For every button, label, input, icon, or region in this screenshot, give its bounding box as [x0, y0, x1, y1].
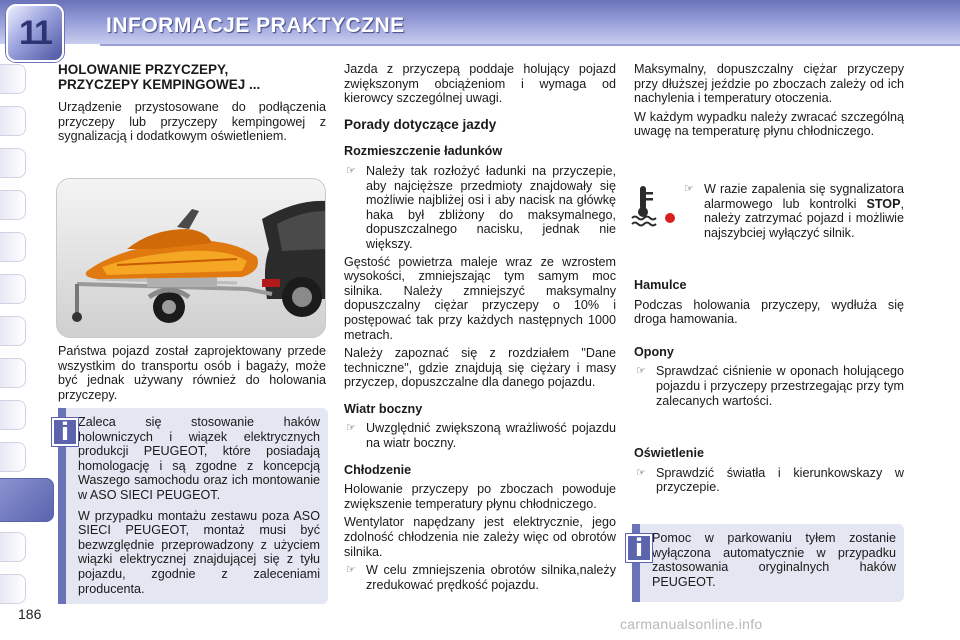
bullet-text: Sprawdzać ciśnienie w oponach holującego pojazdu i przyczepy przestrzegając przy tym zalecanych wartości.: [656, 364, 904, 408]
bullet-text: W celu zmniejszenia obrotów silnika,należy zredukować prędkość pojazdu.: [366, 563, 616, 592]
warning-text: [704, 182, 904, 240]
column-1-lower: [58, 344, 326, 406]
column-1: [58, 62, 326, 148]
side-tab[interactable]: [0, 148, 26, 178]
paragraph: Należy zapoznać się z rozdziałem "Dane techniczne", gdzie znajdują się ciężary i masy przyczep, dopuszczalne dla danego pojazdu.: [344, 346, 616, 390]
column-3: [634, 62, 904, 143]
side-tab[interactable]: [0, 532, 26, 562]
trailer-image: [56, 178, 326, 338]
coolant-temperature-warning-icon: [630, 184, 678, 228]
side-tab[interactable]: [0, 358, 26, 388]
column-3-lower: [634, 270, 904, 498]
section-heading: Porady dotyczące jazdy: [344, 116, 497, 132]
list-item: [682, 182, 904, 240]
page-number: 186: [18, 606, 42, 622]
side-tab[interactable]: [0, 400, 26, 430]
subheading-brakes: Hamulce: [634, 278, 687, 292]
side-tab[interactable]: [0, 190, 26, 220]
page-title: INFORMACJE PRAKTYCZNE: [106, 14, 405, 37]
paragraph: Wentylator napędzany jest elektrycznie, jego zdolność chłodzenia nie zależy więc od obrotów silnika.: [344, 515, 616, 559]
paragraph: W każdym wypadku należy zwracać szczególną uwagę na temperaturę płynu chłodniczego.: [634, 109, 904, 139]
side-tab[interactable]: [0, 442, 26, 472]
header-rule: [100, 44, 960, 46]
section-title: HOLOWANIE PRZYCZEPY, PRZYCZEPY KEMPINGOWEJ ...: [58, 62, 261, 92]
pointing-hand-icon: ☞: [346, 164, 356, 177]
warning-text-post: , należy zatrzymać pojazd i możliwie najszybciej wyłączyć silnik.: [704, 196, 904, 240]
info-icon: i: [52, 418, 78, 446]
list-item: [634, 364, 904, 408]
list-item: [344, 421, 616, 450]
chapter-number: 11: [19, 13, 51, 52]
subheading-load: Rozmieszczenie ładunków: [344, 144, 503, 159]
bullet-text: Sprawdzić światła i kierunkowskazy w przyczepie.: [656, 465, 904, 495]
info-paragraph: Zaleca się stosowanie haków holowniczych i wiązek elektrycznych produkcji PEUGEOT, które posiadają homologację i są zgodne z koncepcją Waszego samochodu oraz ich montowanie w ASO SIECI PEUGEOT.: [78, 415, 320, 502]
stop-label: STOP: [866, 196, 901, 211]
intro-paragraph: Urządzenie przystosowane do podłączenia przyczepy lub przyczepy kempingowej z sygnalizacją i dodatkowym oświetleniem.: [58, 100, 326, 144]
paragraph: Gęstość powietrza maleje wraz ze wzrostem wysokości, zmniejszając tym samym moc silnika. Należy zmniejszyć maksymalny dopuszczalny ciężar przyczepy o 10% i postępować tak przy każdych następnych 1000 metrach.: [344, 254, 616, 342]
chapter-badge[interactable]: [6, 4, 64, 62]
list-item: [344, 164, 616, 252]
side-tab[interactable]: [0, 64, 26, 94]
pointing-hand-icon: ☞: [346, 564, 356, 577]
side-tab[interactable]: [0, 232, 26, 262]
subheading-wind: Wiatr boczny: [344, 401, 423, 416]
subheading-lights: Oświetlenie: [634, 446, 704, 461]
paragraph: Podczas holowania przyczepy, wydłuża się droga hamowania.: [634, 297, 904, 327]
info-paragraph: W przypadku montażu zestawu poza ASO SIECI PEUGEOT, montaż musi być bezwzględnie przeprowadzony z użyciem wiązki elektrycznej znajdującej się z tyłu pojazdu, zgodnie z zaleceniami producenta.: [78, 508, 320, 596]
info-box-hooks: [58, 408, 328, 604]
bullet-text: Należy tak rozłożyć ładunki na przyczepie, aby najcięższe przedmioty znajdowały się możliwie najbliżej osi i aby nacisk na główkę haka był zbliżony do maksymalnego, dopuszczalnego nacisku, jednak nie większy.: [366, 163, 616, 251]
pointing-hand-icon: ☞: [346, 422, 356, 435]
side-tab[interactable]: [0, 274, 26, 304]
list-item: [344, 563, 616, 592]
info-box-parking: [632, 524, 904, 602]
side-tab-active[interactable]: [0, 478, 54, 522]
subheading-cooling: Chłodzenie: [344, 462, 412, 477]
subheading-tyres: Opony: [634, 344, 674, 359]
side-tab[interactable]: [0, 574, 26, 604]
paragraph: Maksymalny, dopuszczalny ciężar przyczepy przy dłuższej jeździe po zboczach zależy od ich nachylenia i temperatury otoczenia.: [634, 62, 904, 106]
column-2: [344, 62, 616, 595]
warning-note: [682, 182, 904, 243]
list-item: [634, 466, 904, 495]
paragraph: Holowanie przyczepy po zboczach powoduje zwiększenie temperatury płynu chłodniczego.: [344, 482, 616, 511]
pointing-hand-icon: ☞: [636, 466, 646, 479]
info-paragraph: Pomoc w parkowaniu tyłem zostanie wyłączona automatycznie w przypadku zastosowania oryginalnych haków PEUGEOT.: [652, 531, 896, 589]
pointing-hand-icon: ☞: [636, 365, 646, 378]
side-tab[interactable]: [0, 316, 26, 346]
pointing-hand-icon: ☞: [684, 183, 694, 195]
design-note-paragraph: Państwa pojazd został zaprojektowany przede wszystkim do transportu osób i bagaży, może być jednak używany również do holowania przyczepy.: [58, 344, 326, 402]
jetski-trailer-illustration: [57, 179, 326, 338]
intro-paragraph: Jazda z przyczepą poddaje holujący pojazd zwiększonym obciążeniom i wymaga od kierowcy szczególnej uwagi.: [344, 62, 616, 106]
warning-text-pre: W razie zapalenia się sygnalizatora alarmowego lub kontrolki: [704, 182, 904, 211]
bullet-text: Uwzględnić zwiększoną wrażliwość pojazdu na wiatr boczny.: [366, 421, 616, 451]
watermark: carmanualsonline.info: [620, 616, 763, 632]
side-tab[interactable]: [0, 106, 26, 136]
info-icon: i: [626, 534, 652, 562]
